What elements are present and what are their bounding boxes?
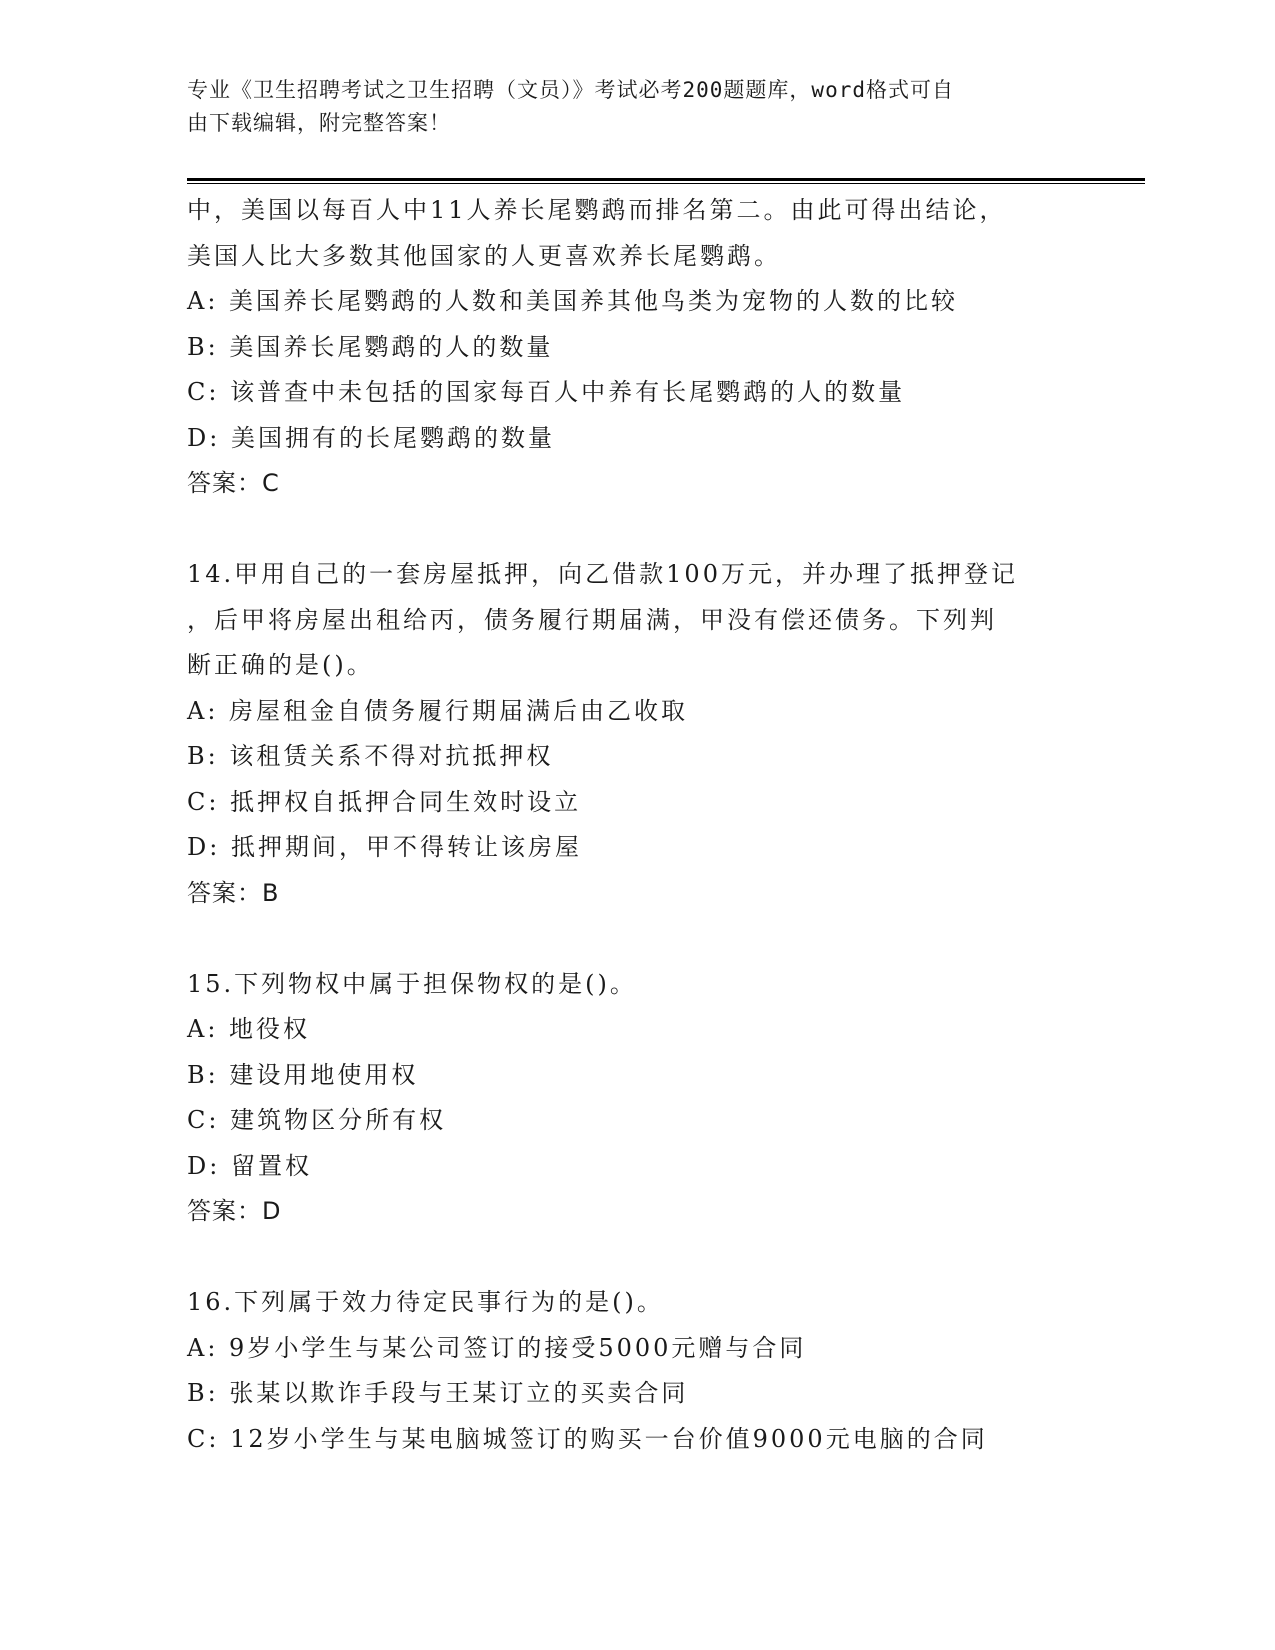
option-c: C: 该普查中未包括的国家每百人中养有长尾鹦鹉的人的数量 [187, 378, 906, 406]
option-b: B: 美国养长尾鹦鹉的人的数量 [187, 332, 554, 361]
spacer [187, 507, 1087, 553]
header-line-2: 由下载编辑，附完整答案！ [187, 111, 451, 135]
answer-label: 答案：B [187, 878, 280, 907]
question-stem-line: ，后甲将房屋出租给丙，债务履行期届满，甲没有偿还债务。下列判 [187, 605, 997, 634]
question-stem-line: 断正确的是()。 [187, 651, 374, 679]
option-a: A: 9岁小学生与某公司签订的接受5000元赠与合同 [187, 1333, 807, 1362]
spacer [187, 916, 1087, 962]
question-stem-line: 中，美国以每百人中11人养长尾鹦鹉而排名第二。由此可得出结论， [187, 196, 1007, 224]
question-stem-line: 15.下列物权中属于担保物权的是()。 [187, 969, 637, 998]
question-list [187, 188, 1087, 1462]
option-d: D: 留置权 [187, 1151, 312, 1180]
answer-label: 答案：D [187, 1197, 282, 1225]
option-c: C: 抵押权自抵押合同生效时设立 [187, 787, 582, 816]
question-stem-line: 美国人比大多数其他国家的人更喜欢养长尾鹦鹉。 [187, 241, 781, 270]
answer-label: 答案：C [187, 469, 280, 497]
question-stem-line: 14.甲用自己的一套房屋抵押，向乙借款100万元，并办理了抵押登记 [187, 560, 1018, 588]
question-14 [187, 552, 1087, 916]
option-a: A: 美国养长尾鹦鹉的人数和美国养其他鸟类为宠物的人数的比较 [187, 287, 959, 315]
question-13 [187, 188, 1087, 507]
option-a: A: 地役权 [187, 1015, 311, 1043]
document-header [187, 74, 1067, 140]
option-b: B: 建设用地使用权 [187, 1060, 419, 1089]
option-b: B: 张某以欺诈手段与王某订立的买卖合同 [187, 1379, 689, 1407]
option-b: B: 该租赁关系不得对抗抵押权 [187, 742, 554, 770]
option-d: D: 美国拥有的长尾鹦鹉的数量 [187, 423, 555, 452]
option-c: C: 建筑物区分所有权 [187, 1106, 447, 1134]
spacer [187, 1235, 1087, 1281]
header-divider-thin [187, 183, 1145, 184]
option-a: A: 房屋租金自债务履行期届满后由乙收取 [187, 696, 689, 725]
option-d: D: 抵押期间，甲不得转让该房屋 [187, 833, 582, 861]
header-divider-thick [187, 178, 1145, 181]
question-15 [187, 962, 1087, 1235]
question-stem-line: 16.下列属于效力待定民事行为的是()。 [187, 1288, 664, 1316]
option-c: C: 12岁小学生与某电脑城签订的购买一台价值9000元电脑的合同 [187, 1424, 988, 1453]
question-16 [187, 1280, 1087, 1462]
header-line-1: 专业《卫生招聘考试之卫生招聘（文员）》考试必考200题题库，word格式可自 [187, 78, 954, 102]
